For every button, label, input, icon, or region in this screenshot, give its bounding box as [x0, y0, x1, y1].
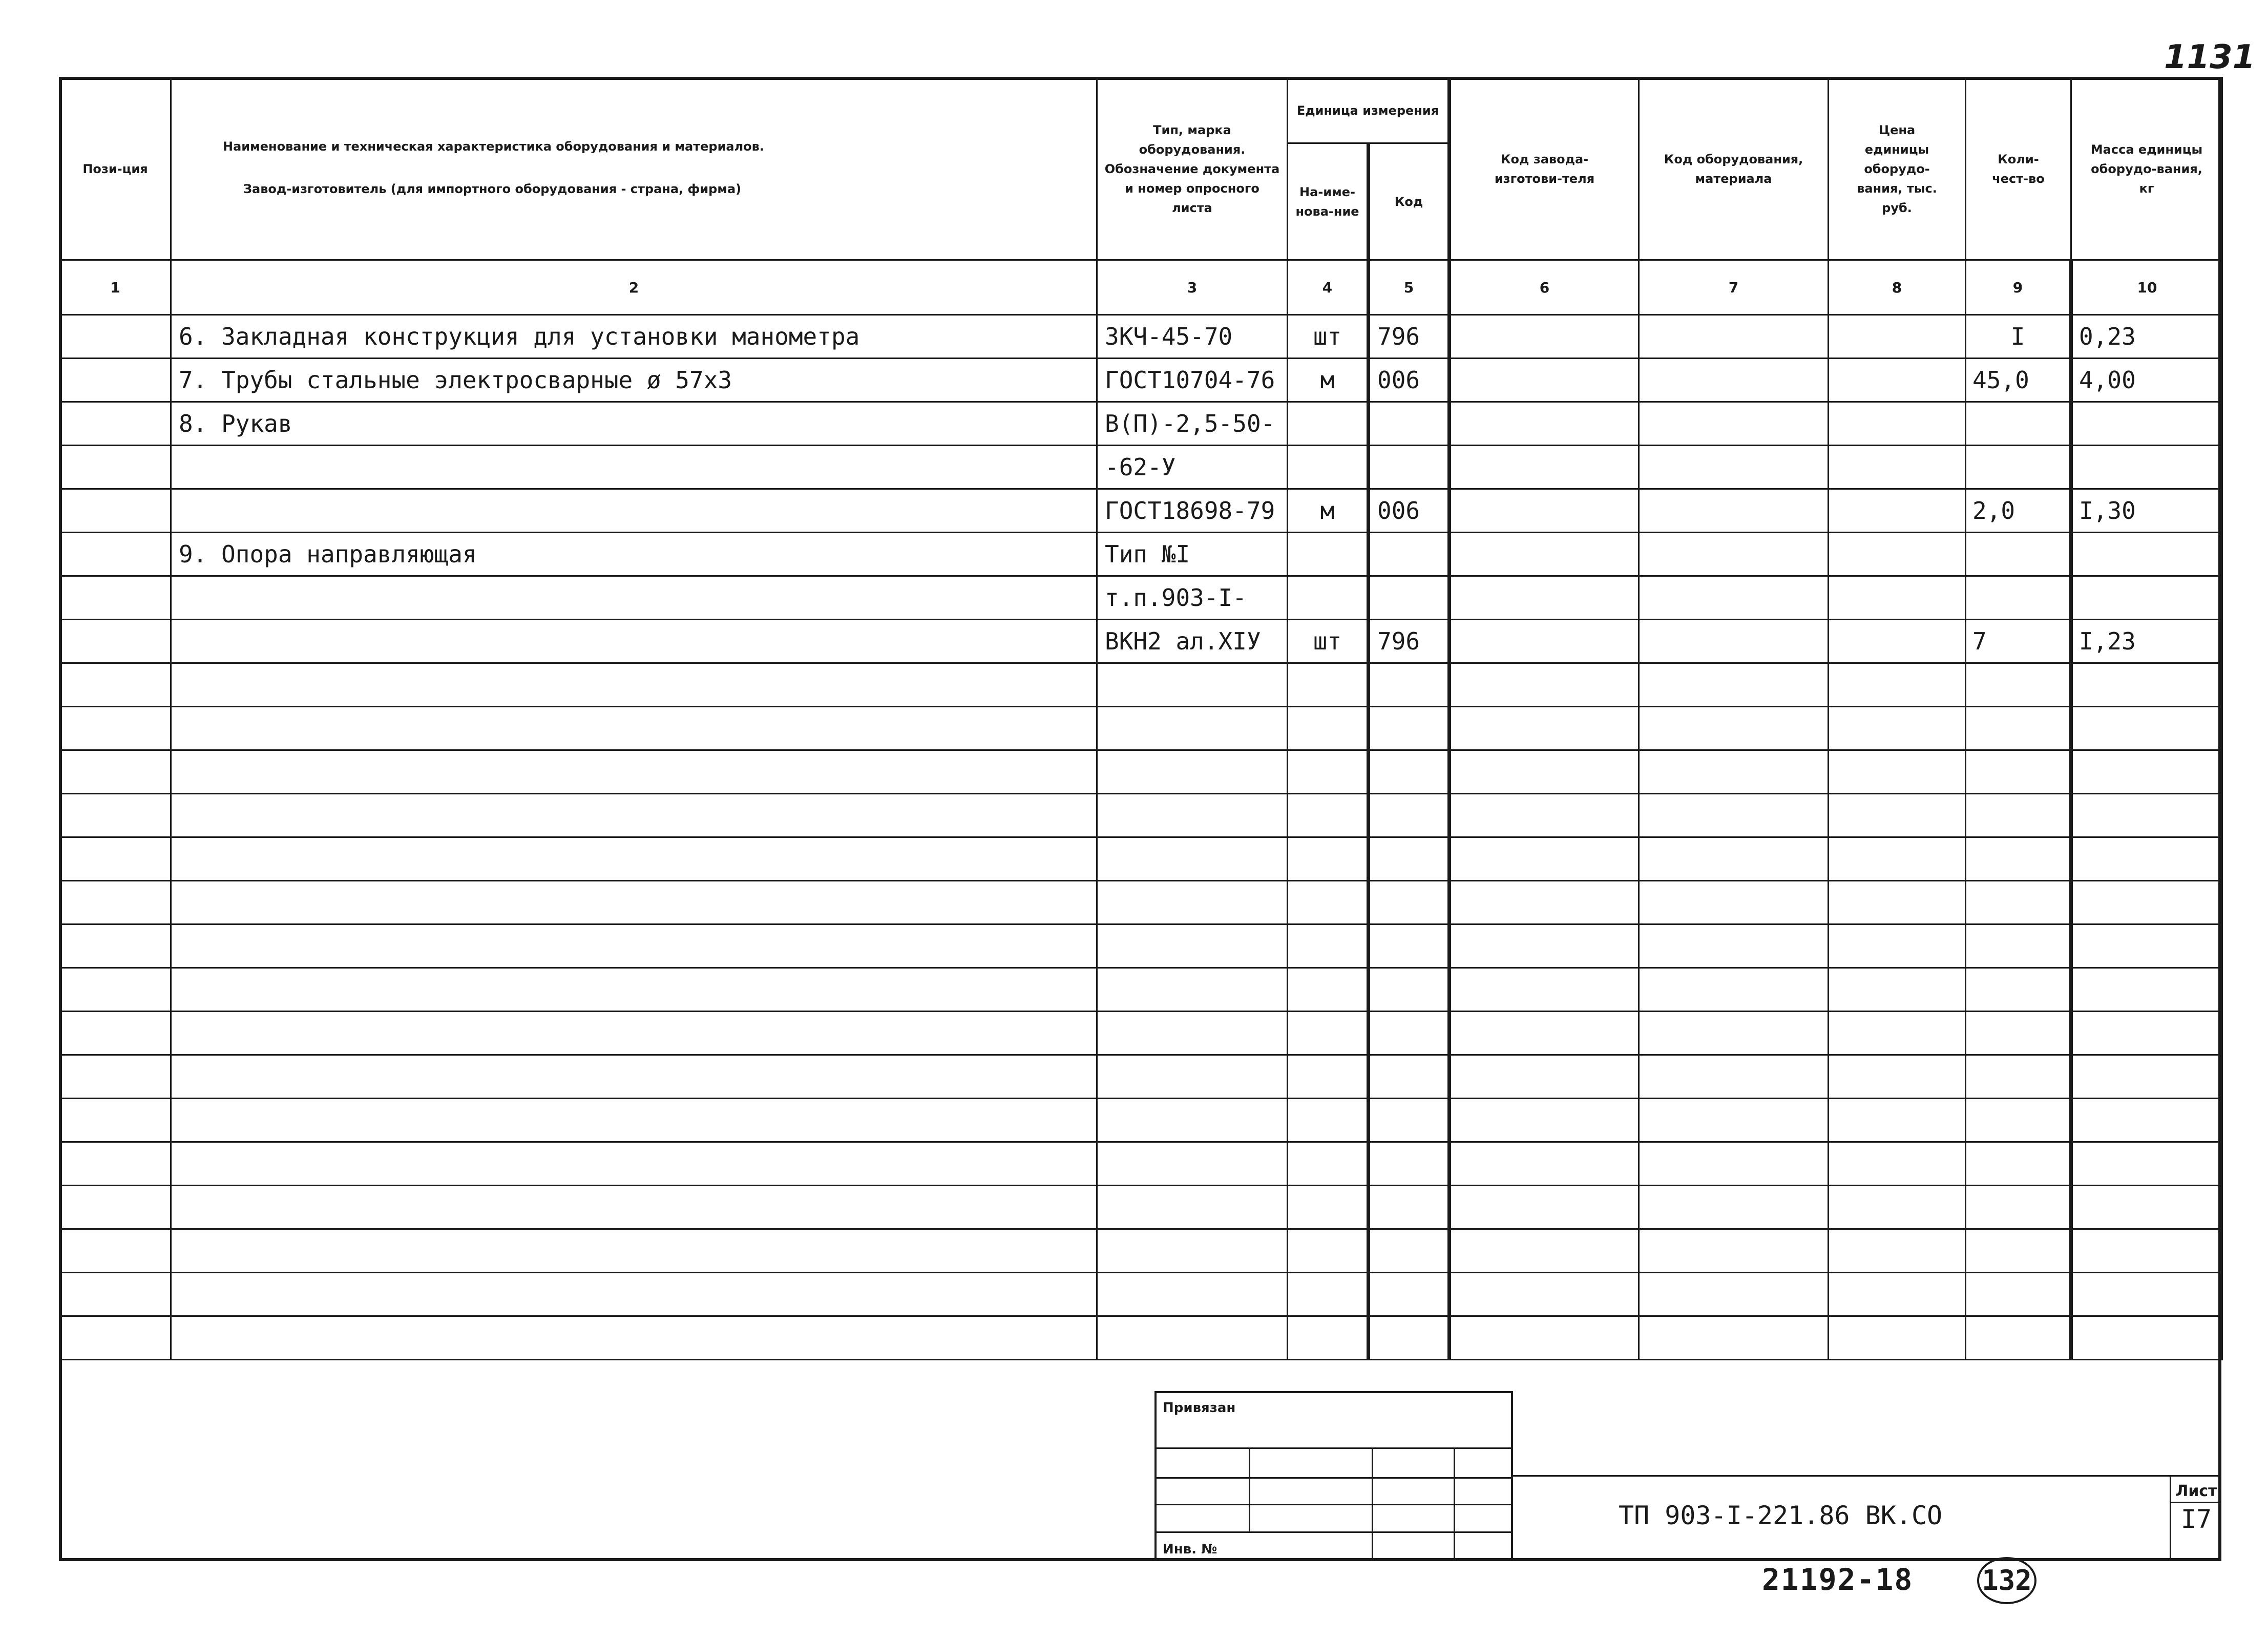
header-equipment-code: Код оборудования, материала	[1639, 78, 1829, 260]
unit-code-cell: 796	[1369, 315, 1450, 359]
header-unit-code: Код	[1369, 143, 1450, 260]
sheet-label: Лист	[2175, 1482, 2217, 1500]
page-number: 1131	[2164, 38, 2256, 76]
mass-cell: I,30	[2071, 489, 2222, 533]
header-name-line2: Завод-изготовитель (для импортного оборудования - страна, фирма)	[243, 181, 742, 196]
type-cell: ГОСТ18698-79	[1097, 489, 1288, 533]
column-number: 1	[60, 260, 171, 315]
item-name-cell: 9. Опора направляющая	[171, 533, 1097, 576]
binding-label: Привязан	[1163, 1400, 1236, 1416]
document-code: ТП 903-I-221.86 ВК.СО	[1619, 1501, 1943, 1530]
column-number: 7	[1639, 260, 1829, 315]
unit-name-cell: м	[1288, 489, 1369, 533]
header-type: Тип, марка оборудования. Обозначение документа и номер опросного листа	[1097, 78, 1288, 260]
header-mass: Масса единицы оборудо-вания, кг	[2071, 78, 2222, 260]
unit-code-cell: 006	[1369, 359, 1450, 402]
column-number: 3	[1097, 260, 1288, 315]
column-number: 2	[171, 260, 1097, 315]
sheet-frame	[59, 77, 2221, 1561]
item-name-cell: 6. Закладная конструкция для установки манометра	[171, 315, 1097, 359]
column-number: 5	[1369, 260, 1450, 315]
column-number: 10	[2071, 260, 2222, 315]
column-number: 9	[1966, 260, 2071, 315]
inventory-label: Инв. №	[1163, 1542, 1217, 1557]
quantity-cell: 7	[1966, 620, 2071, 663]
header-position: Пози-ция	[60, 78, 171, 260]
type-cell: ГОСТ10704-76	[1097, 359, 1288, 402]
sheet-number: I7	[2180, 1504, 2212, 1534]
quantity-cell: 45,0	[1966, 359, 2071, 402]
archive-number: 21192-18	[1762, 1562, 1914, 1597]
unit-name-cell: м	[1288, 359, 1369, 402]
column-number: 6	[1450, 260, 1639, 315]
header-unit-name: На-име-нова-ние	[1288, 143, 1369, 260]
type-cell: ВКН2 ал.XIУ	[1097, 620, 1288, 663]
column-number: 4	[1288, 260, 1369, 315]
archive-circle-number: 132	[1977, 1557, 2036, 1604]
header-units: Единица измерения	[1288, 78, 1450, 143]
quantity-cell: 2,0	[1966, 489, 2071, 533]
type-cell: В(П)-2,5-50-	[1097, 402, 1288, 446]
mass-cell: 4,00	[2071, 359, 2222, 402]
unit-code-cell: 796	[1369, 620, 1450, 663]
type-cell: т.п.903-I-	[1097, 576, 1288, 620]
quantity-cell: I	[1966, 315, 2071, 359]
header-quantity: Коли-чест-во	[1966, 78, 2071, 260]
type-cell: -62-У	[1097, 446, 1288, 489]
header-manufacturer-code: Код завода-изготови-теля	[1450, 78, 1639, 260]
column-number: 8	[1829, 260, 1966, 315]
type-cell: ЗКЧ-45-70	[1097, 315, 1288, 359]
unit-name-cell: шт	[1288, 620, 1369, 663]
item-name-cell: 8. Рукав	[171, 402, 1097, 446]
item-name-cell: 7. Трубы стальные электросварные ø 57х3	[171, 359, 1097, 402]
mass-cell: I,23	[2071, 620, 2222, 663]
header-price: Цена единицы оборудо-вания, тыс. руб.	[1829, 78, 1966, 260]
type-cell: Тип №I	[1097, 533, 1288, 576]
header-name-line1: Наименование и техническая характеристика оборудования и материалов.	[223, 139, 764, 154]
mass-cell: 0,23	[2071, 315, 2222, 359]
unit-name-cell: шт	[1288, 315, 1369, 359]
unit-code-cell: 006	[1369, 489, 1450, 533]
